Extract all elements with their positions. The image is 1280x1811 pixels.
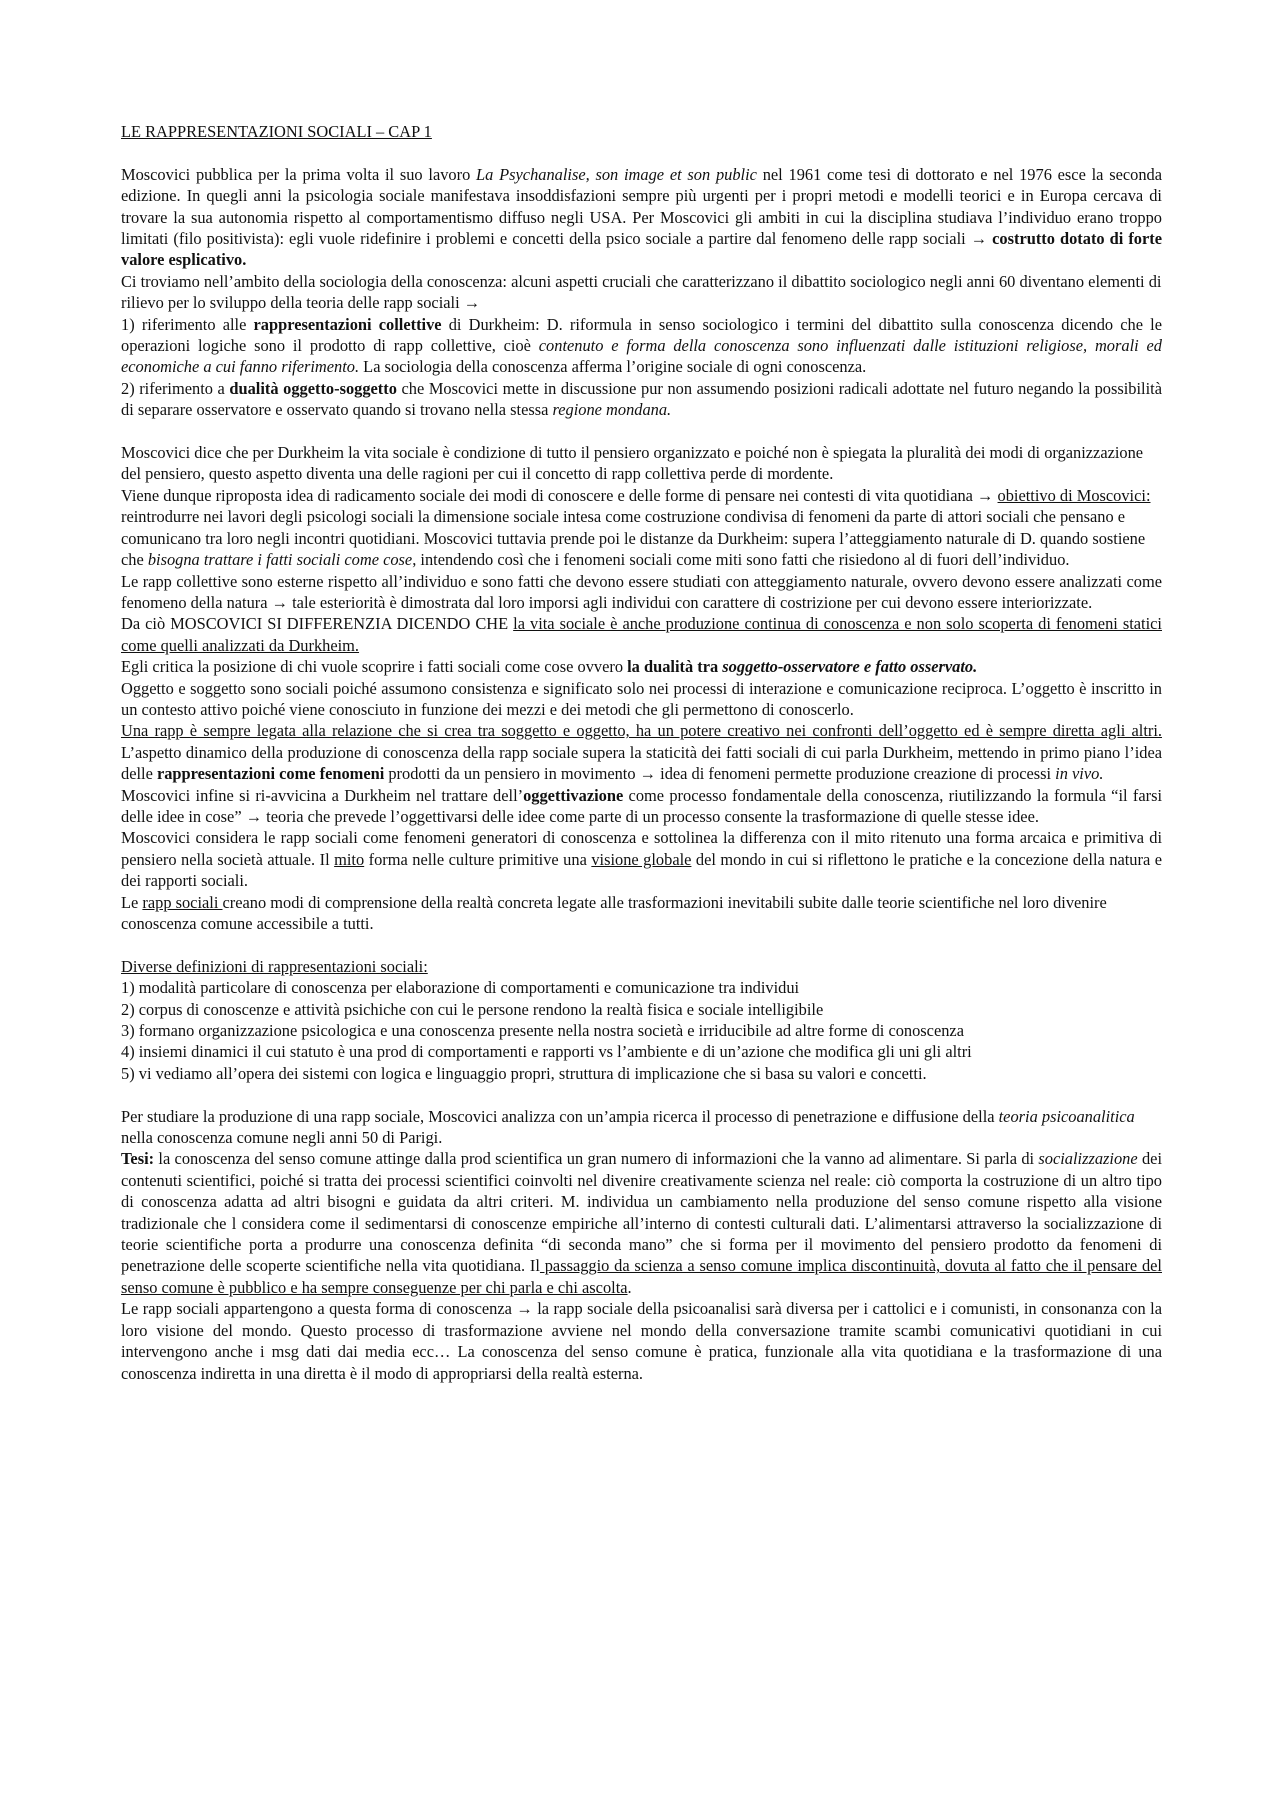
underlined-text: rapp sociali xyxy=(142,892,223,912)
text-run: Moscovici infine si ri-avvicina a Durkheim nel trattare dell’ xyxy=(121,785,524,805)
paragraph-critique xyxy=(121,656,1162,677)
text-run: la conoscenza del senso comune attinge dalla prod scientifica un gran numero di informazioni che la vanno ad alimentare. Si parla di xyxy=(154,1149,1039,1169)
text-run: Le xyxy=(121,892,143,912)
underlined-text: mito xyxy=(334,849,365,869)
document-title: LE RAPPRESENTAZIONI SOCIALI – CAP 1 xyxy=(121,122,432,141)
list-item: 3) formano organizzazione psicologica e una conoscenza presente nella nostra società e irriducibile ad altre forme di conoscenza xyxy=(121,1021,964,1041)
bold-text: rappresentazioni collettive xyxy=(253,314,442,334)
bold-text: dualità oggetto-soggetto xyxy=(229,378,397,398)
text-run: , intendendo così che i fenomeni sociali come miti sono fatti che risiedono al di fuori dell’individuo. xyxy=(412,550,1070,570)
italic-text: bisogna trattare i fatti sociali come cose xyxy=(147,550,413,570)
text-run: Per studiare la produzione di una rapp sociale, Moscovici analizza con un’ampia ricerca il processo di penetrazione e diffusione della xyxy=(121,1106,999,1126)
list-item: 5) vi vediamo all’opera dei sistemi con logica e linguaggio propri, struttura di implicazione che si basa su valori e concetti. xyxy=(121,1063,927,1083)
bold-text: la dualità tra xyxy=(627,657,723,677)
paragraph-objective xyxy=(121,485,1162,506)
paragraph-myth xyxy=(121,827,1162,891)
text-run: Viene dunque riproposta idea di radicamento sociale dei modi di conoscere e delle forme di pensare nei contesti di vita quotidiana → xyxy=(121,485,998,505)
text-run: 2) riferimento a xyxy=(121,378,230,398)
bold-text: costrutto dotato di forte valore esplicativo. xyxy=(121,229,1162,270)
text-run: Egli critica la posizione di chi vuole scoprire i fatti sociali come cose ovvero xyxy=(121,657,628,677)
italic-text: socializzazione xyxy=(1038,1149,1138,1169)
italic-text: contenuto e forma della conoscenza sono influenzati dalle istituzioni religiose, morali ed economiche a cui fanno riferimento. xyxy=(121,336,1162,377)
italic-text: teoria psicoanalitica xyxy=(998,1106,1135,1126)
italic-text: in vivo. xyxy=(1055,764,1104,784)
paragraph-intro xyxy=(121,164,1162,271)
blank-line xyxy=(121,142,1162,163)
bold-text: rappresentazioni come fenomeni xyxy=(156,764,385,784)
text-run: come processo fondamentale della conoscenza, riutilizzando la formula “il farsi delle idee in cose” → teoria che prevede l’oggettivarsi delle idee come parte di un processo consente la trasformazione di quelle stesse idee. xyxy=(121,785,1162,826)
underlined-text: la vita sociale è anche produzione continua di conoscenza e non solo scoperta di fenomeni statici come quelli analizzati da Durkheim. xyxy=(121,614,1162,655)
paragraph-point-2 xyxy=(121,378,1162,421)
definitions-heading: Diverse definizioni di rappresentazioni sociali: xyxy=(121,956,428,976)
text-run: Moscovici pubblica per la prima volta il suo lavoro xyxy=(121,164,477,184)
bold-text: oggettivazione xyxy=(523,785,624,805)
text-run: dei contenuti scientifici, poiché si tratta dei processi scientifici coinvolti nel divenire creativamente scienza nel reale: ciò comporta la costruzione di un altro tipo di conoscenza adatta ad altri bisogni e guidata da altri criteri. M. individua un cambiamento nella produzione del senso comune rispetto alla visione tradizionale che l considera come il sedimentarsi di conoscenze empiriche all’interno di contesti culturali dati. L’alimentarsi attraverso la socializzazione di teorie scientifiche porta a produrre una conoscenza definita “di seconda mano” che si forma per il movimento del pensiero prodotto da fenomeni di penetrazione delle scoperte scientifiche nella vita quotidiana. Il xyxy=(121,1149,1162,1276)
text-run: . xyxy=(627,1277,632,1297)
paragraph-object-subject: Oggetto e soggetto sono sociali poiché assumono consistenza e significato solo nei processi di interazione e comunicazione reciproca. L’oggetto è inscritto in un contesto attivo poiché viene conosciuto in funzione dei mezzi e dei metodi che gli permettono di conoscerlo. xyxy=(121,678,1162,719)
text-run: di Durkheim: D. riformula in senso sociologico i termini del dibattito sulla conoscenza dicendo che le operazioni logiche sono il prodotto di rapp collettive, cioè xyxy=(121,314,1162,356)
bold-italic-text: soggetto-osservatore e fatto osservato. xyxy=(722,657,978,677)
list-item: 4) insiemi dinamici il cui statuto è una prod di comportamenti e rapporti vs l’ambiente e di un’azione che modifica gli uni gli altri xyxy=(121,1042,972,1062)
paragraph-common-sense: Le rapp sociali appartengono a questa forma di conoscenza → la rapp sociale della psicoanalisi sarà diversa per i cattolici e i comunisti, in consonanza con la loro visione del mondo. Questo processo di trasformazione avviene nel mondo della conversazione tramite scambi comunicativi quotidiani in cui intervengono anche i msg dati dai media ecc… La conoscenza del senso comune è pratica, funzionale alla vita quotidiana e la trasformazione di una conoscenza indiretta in una diretta è il modo di appropriarsi della realtà esterna. xyxy=(121,1299,1162,1383)
list-item: 1) modalità particolare di conoscenza per elaborazione di comportamenti e comunicazione tra individui xyxy=(121,978,800,998)
blank-line xyxy=(121,934,1162,955)
text-run: reintrodurre nei lavori degli psicologi sociali la dimensione sociale intesa come costruzione condivisa di fenomeni da parte di attori sociali che pensano e comunicano tra loro negli incontri quotidiani. Moscovici tuttavia prende poi le distanze da Durkheim: supera l’atteggiamento naturale di D. quando sostiene che xyxy=(121,507,1146,570)
text-run: che Moscovici mette in discussione pur non assumendo posizioni radicali adottate nel futuro negando la possibilità di separare osservatore e osservato quando si trovano nella stessa xyxy=(121,378,1162,420)
blank-line xyxy=(121,421,1162,442)
paragraph-durkheim: Moscovici dice che per Durkheim la vita sociale è condizione di tutto il pensiero organizzato e poiché non è spiegata la pluralità dei modi di organizzazione del pensiero, questo aspetto diventa una delle ragioni per cui il concetto di rapp collettiva perde di mordente. xyxy=(121,443,1144,484)
underlined-text: Una rapp è sempre legata alla relazione che si crea tra soggetto e oggetto, ha un potere creativo nei confronti dell’oggetto ed è sempre diretta agli altri. xyxy=(121,721,1162,741)
text-run: 1) riferimento alle xyxy=(121,314,254,334)
paragraph-social-rapp xyxy=(121,892,1162,935)
paragraph-rapp-relation xyxy=(121,720,1162,784)
text-run: forma nelle culture primitive una xyxy=(364,849,592,869)
text-run: nella conoscenza comune negli anni 50 di Parigi. xyxy=(121,1128,443,1148)
paragraph-reintroduce xyxy=(121,506,1162,570)
paragraph-difference xyxy=(121,613,1162,656)
bold-text: Tesi: xyxy=(121,1149,155,1169)
underlined-text: passaggio da scienza a senso comune implica discontinuità, dovuta al fatto che il pensare del senso comune è pubblico e ha sempre conseguenze per chi parla e chi ascolta xyxy=(121,1256,1162,1297)
paragraph-collective: Le rapp collettive sono esterne rispetto all’individuo e sono fatti che devono essere studiati con atteggiamento naturale, ovvero devono essere analizzati come fenomeno della natura → tale esteriorità è dimostrata dal loro imporsi agli individui con carattere di costrizione per cui devono essere interiorizzate. xyxy=(121,571,1162,612)
blank-line xyxy=(121,1084,1162,1105)
paragraph-thesis xyxy=(121,1148,1162,1298)
paragraph-sociology: Ci troviamo nell’ambito della sociologia della conoscenza: alcuni aspetti cruciali che caratterizzano il dibattito sociologico negli anni 60 diventano elementi di rilievo per lo sviluppo della teoria delle rapp sociali → xyxy=(121,271,1162,313)
paragraph-point-1 xyxy=(121,314,1162,378)
text-run: La sociologia della conoscenza afferma l’origine sociale di ogni conoscenza. xyxy=(359,357,867,377)
underlined-text: obiettivo di Moscovici: xyxy=(997,485,1151,505)
italic-text: regione mondana. xyxy=(552,400,672,420)
definitions-list xyxy=(121,977,1162,1084)
text-run: del mondo in cui si riflettono le pratiche e la concezione della natura e dei rapporti sociali. xyxy=(121,849,1162,891)
document-page xyxy=(121,121,1162,1384)
text-run: prodotti da un pensiero in movimento → idea di fenomeni permette produzione creazione di processi xyxy=(384,764,1056,784)
text-run: nel 1961 come tesi di dottorato e nel 1976 esce la seconda edizione. In quegli anni la psicologia sociale manifestava insoddisfazioni sempre più urgenti per i propri metodi e modelli teorici e in Europa cercava di trovare la sua autonomia rispetto al comportamentismo diffuso negli USA. Per Moscovici gli ambiti in cui la disciplina studiava l’individuo erano troppo limitati (filo positivista): egli vuole ridefinire i problemi e concetti della psico sociale a partire dal fenomeno delle rapp sociali → xyxy=(121,164,1163,249)
book-title: La Psychanalise, son image et son public xyxy=(476,164,757,184)
text-run: Moscovici considera le rapp sociali come fenomeni generatori di conoscenza e sottolinea la differenza con il mito ritenuto una forma arcaica e primitiva di pensiero nella società attuale. Il xyxy=(121,828,1162,869)
list-item: 2) corpus di conoscenze e attività psichiche con cui le persone rendono la realtà fisica e sociale intelligibile xyxy=(121,999,824,1019)
text-run: creano modi di comprensione della realtà concreta legate alle trasformazioni inevitabili subite dalle teorie scientifiche nel loro divenire conoscenza comune accessibile a tutti. xyxy=(121,892,1107,933)
text-run: L’aspetto dinamico della produzione di conoscenza della rapp sociale supera la staticità dei fatti sociali di cui parla Durkheim, mettendo in primo piano l’idea delle xyxy=(121,742,1162,784)
paragraph-research xyxy=(121,1106,1162,1149)
text-run: Da ciò MOSCOVICI SI DIFFERENZIA DICENDO CHE xyxy=(121,614,514,634)
underlined-text: visione globale xyxy=(591,849,692,869)
paragraph-objectification xyxy=(121,785,1162,828)
